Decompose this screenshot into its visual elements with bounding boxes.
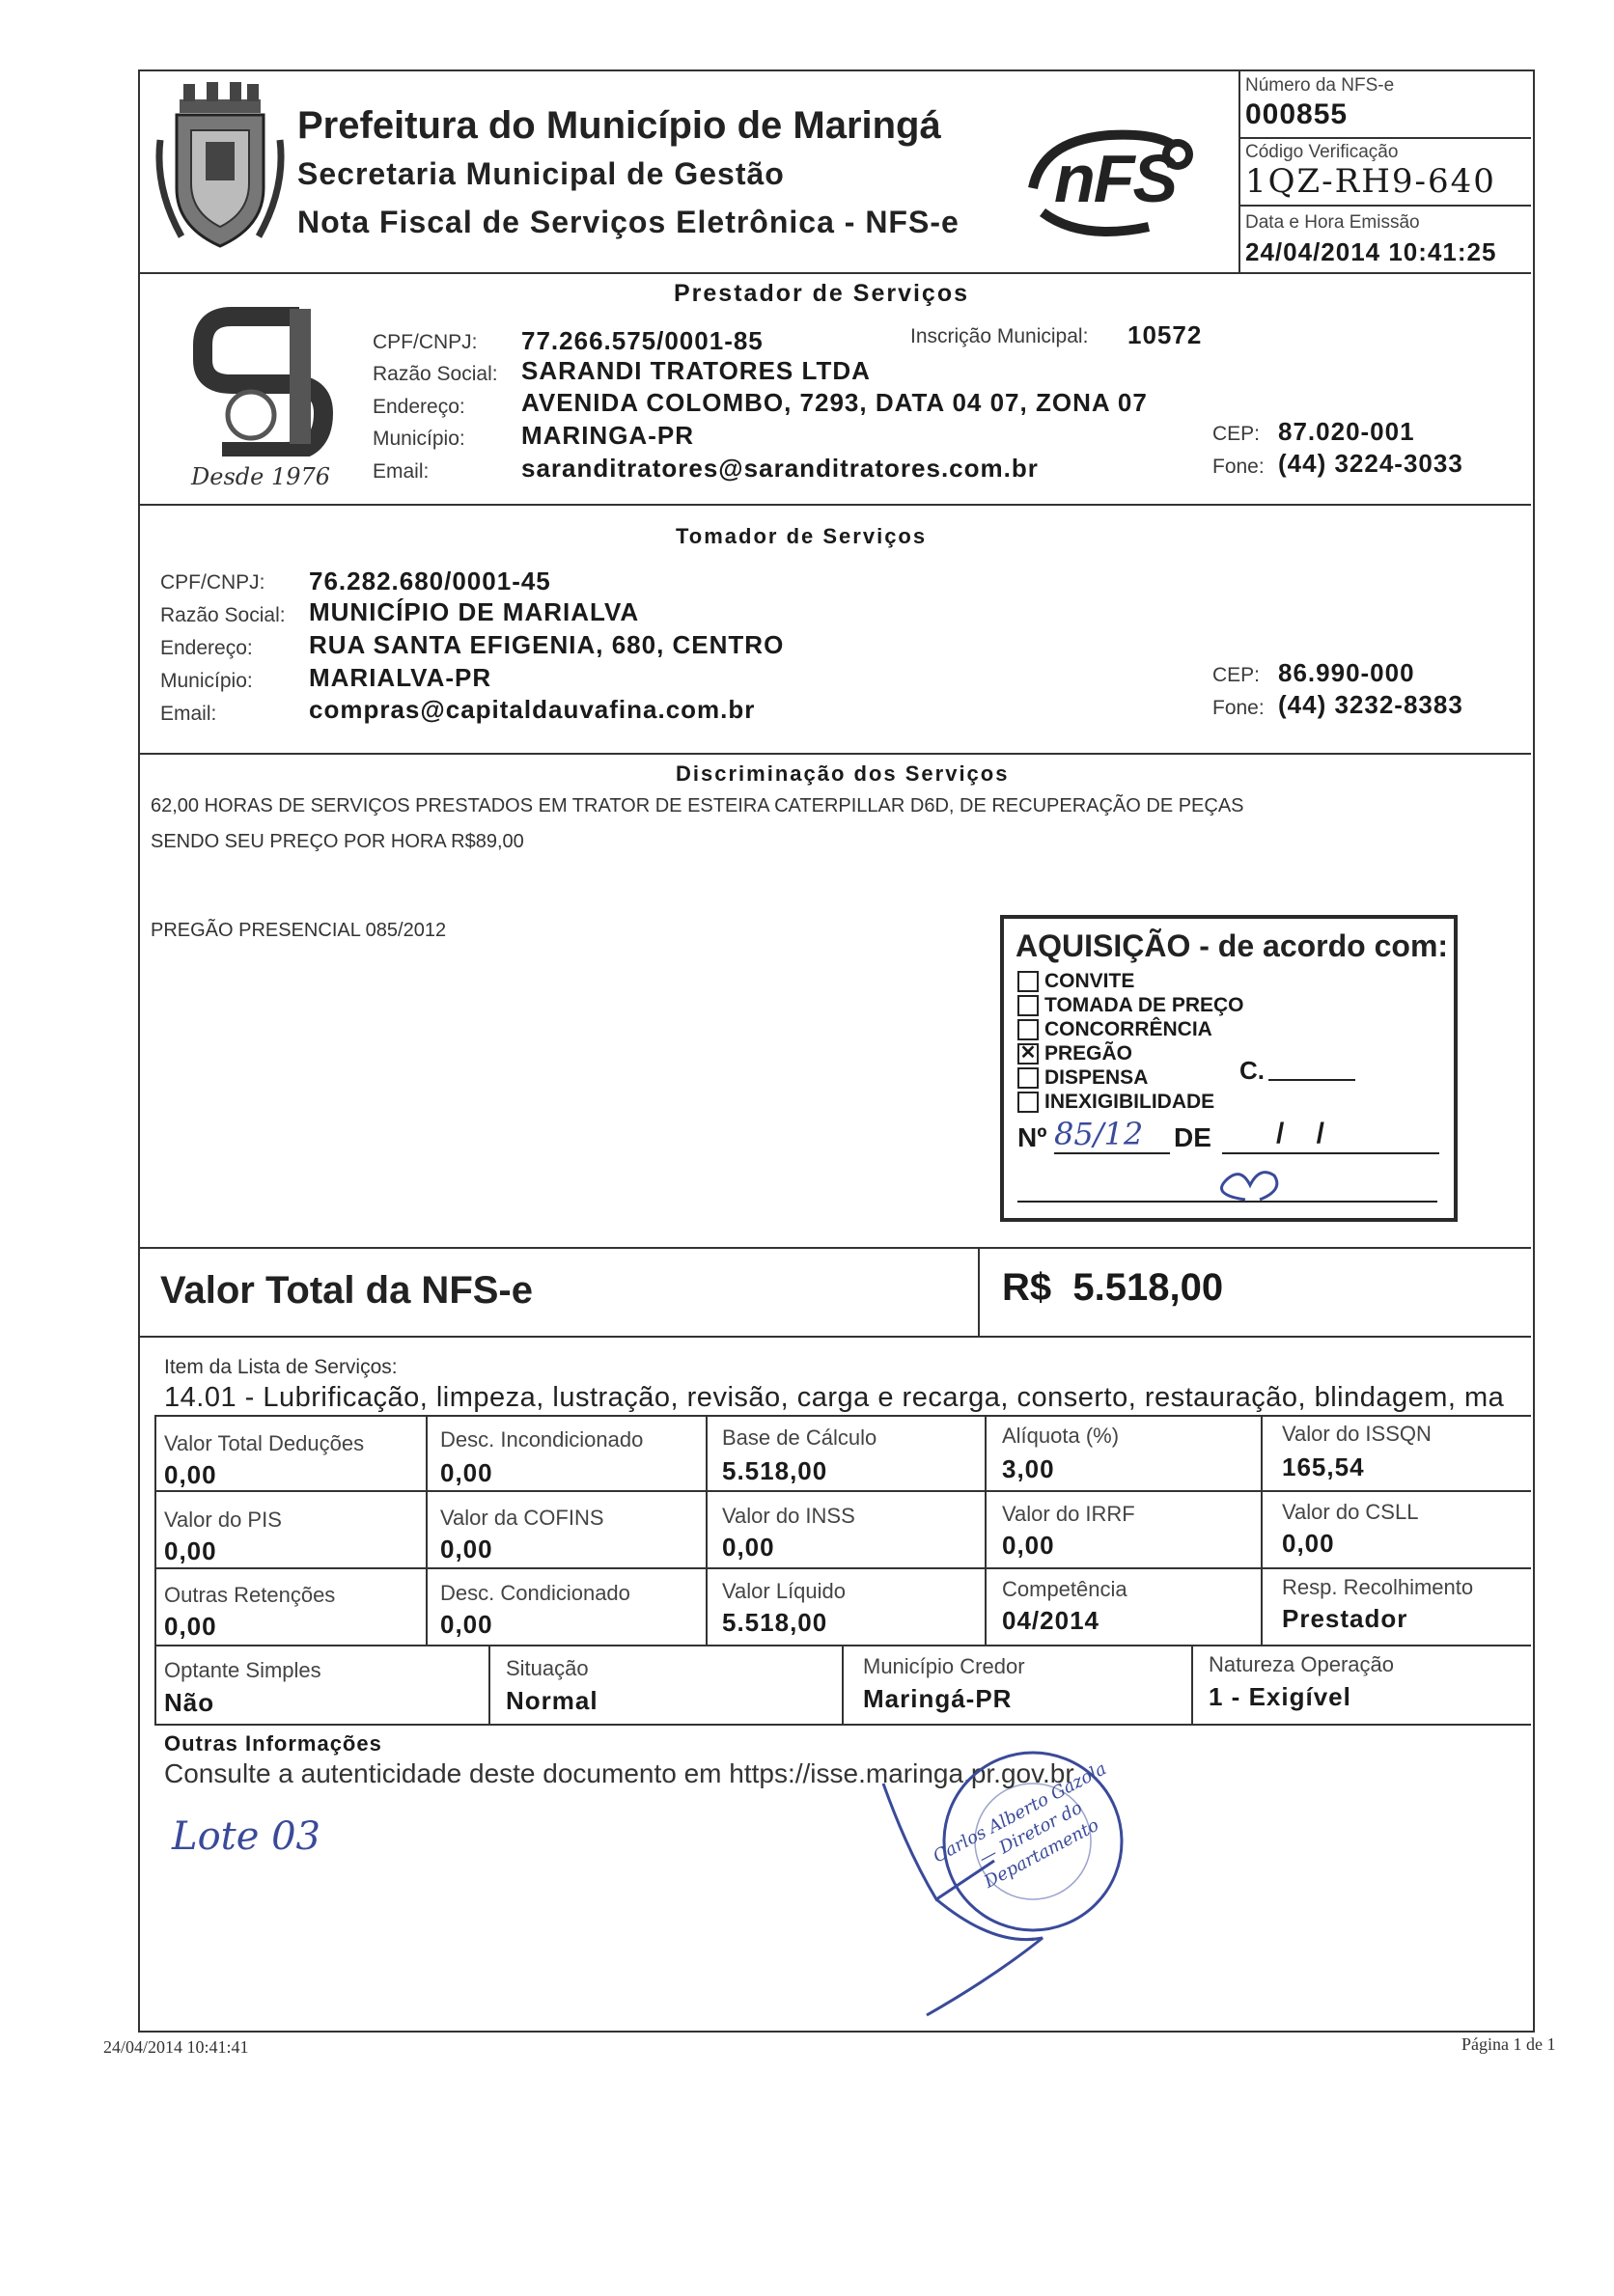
stamp-date-line — [1222, 1152, 1439, 1154]
sarandi-logo — [193, 307, 338, 456]
numero-label: Número da NFS-e — [1245, 75, 1395, 96]
divider — [1238, 205, 1531, 207]
prestador-email-label: Email: — [373, 460, 430, 483]
logo-caption: Desde 1976 — [191, 463, 331, 490]
bottom-label: Município Credor — [863, 1654, 1025, 1678]
grid-label: Valor do IRRF — [1002, 1502, 1135, 1526]
aquisicao-stamp — [1000, 915, 1458, 1222]
grid-label: Outras Retenções — [164, 1583, 336, 1607]
outras-label: Outras Informações — [164, 1731, 382, 1756]
grid-value: 5.518,00 — [722, 1456, 828, 1485]
tomador-municipio-value: MARIALVA-PR — [309, 663, 492, 692]
stamp-item: INEXIGIBILIDADE — [1017, 1090, 1244, 1114]
item-lista-label: Item da Lista de Serviços: — [164, 1356, 398, 1378]
grid-label: Valor do ISSQN — [1282, 1422, 1432, 1446]
divider — [138, 753, 1531, 755]
tomador-title: Tomador de Serviços — [676, 524, 928, 548]
signature-stamp — [878, 1745, 1168, 2025]
bottom-value: Não — [164, 1688, 215, 1717]
grid-value: 0,00 — [164, 1612, 217, 1641]
checkbox-icon — [1017, 995, 1039, 1016]
tomador-fone-label: Fone: — [1212, 697, 1265, 719]
prestador-municipio-value: MARINGA-PR — [521, 421, 694, 450]
grid-value: 0,00 — [1002, 1531, 1055, 1560]
stamp-item: TOMADA DE PREÇO — [1017, 993, 1244, 1017]
grid-label: Competência — [1002, 1577, 1127, 1601]
footer-timestamp: 24/04/2014 10:41:41 — [103, 2037, 249, 2057]
prestador-endereco-label: Endereço: — [373, 396, 465, 418]
bottom-label: Natureza Operação — [1209, 1652, 1394, 1676]
grid-value: 3,00 — [1002, 1454, 1055, 1483]
stamp-item: DISPENSA — [1017, 1065, 1244, 1090]
divider — [426, 1415, 428, 1645]
grid-label: Valor da COFINS — [440, 1506, 604, 1530]
grid-label: Valor do INSS — [722, 1504, 855, 1528]
signature-stamp-text: Carlos Alberto Gazola — Diretor do Departamento — [930, 1758, 1110, 1893]
stamp-n-line — [1054, 1152, 1170, 1154]
data-label: Data e Hora Emissão — [1245, 212, 1420, 233]
grid-label: Desc. Condicionado — [440, 1581, 630, 1605]
divider — [138, 1336, 1531, 1338]
grid-label: Alíquota (%) — [1002, 1424, 1120, 1448]
grid-label: Resp. Recolhimento — [1282, 1575, 1474, 1599]
discriminacao-line2: SENDO SEU PREÇO POR HORA R$89,00 — [151, 831, 524, 852]
pregao-text: PREGÃO PRESENCIAL 085/2012 — [151, 920, 447, 941]
nfse-doc-type: Nota Fiscal de Serviços Eletrônica - NFS-e — [297, 205, 960, 239]
tomador-endereco-value: RUA SANTA EFIGENIA, 680, CENTRO — [309, 630, 785, 659]
tomador-cpf-value: 76.282.680/0001-45 — [309, 567, 551, 595]
header-right-divider — [1238, 69, 1240, 272]
divider — [154, 1645, 156, 1724]
prestador-razao-label: Razão Social: — [373, 363, 498, 385]
stamp-date-slashes: / / — [1276, 1118, 1325, 1149]
grid-label: Valor do PIS — [164, 1508, 282, 1532]
stamp-c-line — [1268, 1079, 1355, 1081]
stamp-item-checked: ✕ PREGÃO — [1017, 1041, 1244, 1065]
tomador-email-label: Email: — [160, 703, 217, 725]
tomador-endereco-label: Endereço: — [160, 637, 253, 659]
discriminacao-title: Discriminação dos Serviços — [676, 761, 1010, 786]
grid-value: 165,54 — [1282, 1452, 1365, 1481]
divider — [154, 1415, 156, 1645]
grid-label: Valor Líquido — [722, 1579, 847, 1603]
data-value: 24/04/2014 10:41:25 — [1245, 237, 1497, 266]
tomador-email-value: compras@capitaldauvafina.com.br — [309, 695, 756, 724]
grid-label: Valor Total Deduções — [164, 1431, 365, 1455]
divider — [138, 504, 1531, 506]
prestador-cep-label: CEP: — [1212, 423, 1261, 445]
stamp-c-label: C. — [1239, 1056, 1265, 1085]
grid-value: 0,00 — [164, 1460, 217, 1489]
bottom-label: Situação — [506, 1656, 589, 1680]
grid-label: Valor do CSLL — [1282, 1500, 1419, 1524]
coat-of-arms-logo — [153, 82, 288, 256]
codigo-label: Código Verificação — [1245, 142, 1399, 162]
tomador-municipio-label: Município: — [160, 670, 253, 692]
nfse-logo-text: nFS — [1054, 141, 1177, 216]
stamp-initials-icon — [1207, 1156, 1294, 1206]
prestador-razao-value: SARANDI TRATORES LTDA — [521, 356, 871, 385]
total-label: Valor Total da NFS-e — [160, 1269, 533, 1312]
prestador-email-value: saranditratores@saranditratores.com.br — [521, 454, 1039, 483]
handwritten-lote: Lote 03 — [172, 1814, 321, 1859]
stamp-list — [1017, 969, 1244, 1114]
prestador-im-value: 10572 — [1127, 320, 1203, 349]
grid-label: Base de Cálculo — [722, 1425, 877, 1450]
stamp-de-label: DE — [1174, 1122, 1211, 1152]
stamp-item: CONCORRÊNCIA — [1017, 1017, 1244, 1041]
footer-page: Página 1 de 1 — [1461, 2034, 1556, 2054]
nfse-logo — [1023, 121, 1197, 246]
codigo-value: 1QZ-RH9-640 — [1245, 162, 1496, 201]
prestador-fone-value: (44) 3224-3033 — [1278, 449, 1463, 478]
divider — [488, 1645, 490, 1724]
prestador-endereco-value: AVENIDA COLOMBO, 7293, DATA 04 07, ZONA 07 — [521, 388, 1148, 417]
divider — [1238, 137, 1531, 139]
prestador-fone-label: Fone: — [1212, 456, 1265, 478]
divider — [1261, 1415, 1263, 1645]
prestador-title: Prestador de Serviços — [674, 280, 970, 307]
grid-value: 0,00 — [164, 1536, 217, 1565]
stamp-item: CONVITE — [1017, 969, 1244, 993]
discriminacao-line1: 62,00 HORAS DE SERVIÇOS PRESTADOS EM TRATOR DE ESTEIRA CATERPILLAR D6D, DE RECUPERAÇÃO DE PEÇAS — [151, 795, 1244, 816]
grid-value: 0,00 — [440, 1458, 493, 1487]
checkbox-icon — [1017, 971, 1039, 992]
divider — [154, 1415, 1531, 1417]
divider — [154, 1724, 1531, 1726]
bottom-label: Optante Simples — [164, 1658, 321, 1682]
tomador-cep-label: CEP: — [1212, 664, 1261, 686]
grid-value: Prestador — [1282, 1604, 1408, 1633]
tomador-cep-value: 86.990-000 — [1278, 658, 1415, 687]
tomador-razao-value: MUNICÍPIO DE MARIALVA — [309, 597, 640, 626]
stamp-title: AQUISIÇÃO - de acordo com: — [1016, 928, 1449, 963]
grid-value: 0,00 — [440, 1535, 493, 1563]
divider — [138, 1247, 1531, 1249]
grid-label: Desc. Incondicionado — [440, 1427, 644, 1452]
checkbox-icon — [1017, 1019, 1039, 1040]
divider — [154, 1490, 1531, 1492]
grid-value: 0,00 — [722, 1533, 775, 1562]
divider — [138, 272, 1531, 274]
stamp-n-value: 85/12 — [1054, 1116, 1144, 1152]
prestador-im-label: Inscrição Municipal: — [910, 325, 1089, 347]
prestador-cpf-value: 77.266.575/0001-85 — [521, 326, 764, 355]
prefeitura-title: Prefeitura do Município de Maringá — [297, 104, 941, 147]
checked-box-icon: ✕ — [1017, 1043, 1039, 1065]
tomador-cpf-label: CPF/CNPJ: — [160, 571, 265, 594]
divider — [842, 1645, 844, 1724]
grid-value: 0,00 — [440, 1610, 493, 1639]
outras-text: Consulte a autenticidade deste documento em https://isse.maringa.pr.gov.br — [164, 1758, 1074, 1788]
item-lista-value: 14.01 - Lubrificação, limpeza, lustração, revisão, carga e recarga, conserto, restauração, blindagem, ma — [164, 1382, 1505, 1413]
bottom-value: 1 - Exigível — [1209, 1682, 1351, 1711]
divider — [1191, 1645, 1193, 1724]
prestador-cpf-label: CPF/CNPJ: — [373, 331, 478, 353]
stamp-n-label: Nº — [1017, 1122, 1047, 1152]
divider — [706, 1415, 708, 1645]
divider — [985, 1415, 987, 1645]
divider — [154, 1567, 1531, 1569]
bottom-value: Normal — [506, 1686, 598, 1715]
numero-value: 000855 — [1245, 98, 1349, 130]
checkbox-icon — [1017, 1067, 1039, 1089]
checkbox-icon — [1017, 1092, 1039, 1113]
grid-value: 04/2014 — [1002, 1606, 1099, 1635]
tomador-fone-value: (44) 3232-8383 — [1278, 690, 1463, 719]
bottom-value: Maringá-PR — [863, 1684, 1013, 1713]
total-value: R$ 5.518,00 — [1002, 1266, 1224, 1309]
secretaria-title: Secretaria Municipal de Gestão — [297, 156, 785, 191]
prestador-cep-value: 87.020-001 — [1278, 417, 1415, 446]
grid-value: 5.518,00 — [722, 1608, 828, 1637]
prestador-municipio-label: Município: — [373, 428, 465, 450]
grid-value: 0,00 — [1282, 1529, 1335, 1558]
divider — [978, 1247, 980, 1336]
tomador-razao-label: Razão Social: — [160, 604, 286, 626]
